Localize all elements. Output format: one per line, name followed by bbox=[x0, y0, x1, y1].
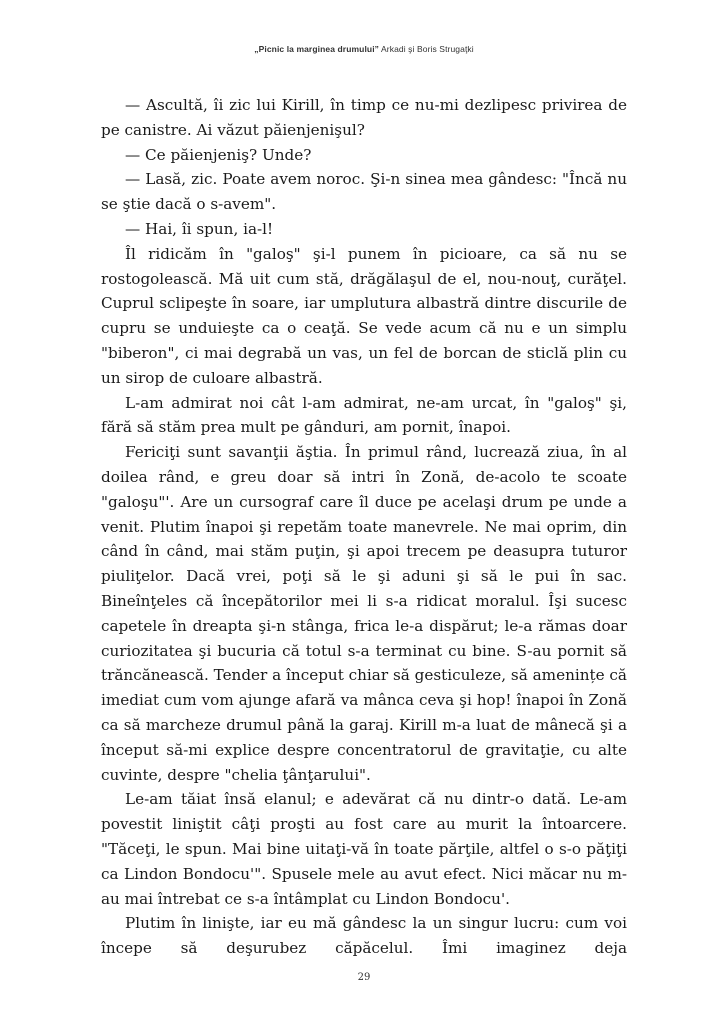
page-number: 29 bbox=[357, 972, 371, 983]
paragraph: Plutim în linişte, iar eu mă gândesc la un singur lucru: cum voi începe să deşurubez căpăcelul. Îmi imaginez deja bbox=[101, 914, 627, 958]
paragraph: Fericiţi sunt savanţii ăştia. În primul rând, lucrează ziua, în al doilea rând, e greu doar să intri în Zonă, de-acolo te scoate "galoşu"'. Are un cursograf care îl duce pe acelaşi drum pe unde a venit. Plutim înapoi şi repetăm toate manevrele. Ne mai oprim, din când în când, mai stăm puţin, şi apoi trecem pe deasupra tuturor piuliţelor. Dacă vrei, poţi să le şi aduni şi să le pui în sac. Bineînţeles că începătorilor mei li s-a ridicat moralul. Îşi sucesc capetele în dreapta şi-n stânga, frica le-a dispărut; le-a rămas doar curiozitatea şi bucuria că totul s-a terminat cu bine. S-au pornit să trăncănească. Tender a început chiar să gesticuleze, să amenințe că imediat cum vom ajunge afară va mânca ceva şi hop! înapoi în Zonă ca să marcheze drumul până la garaj. Kirill m-a luat de mânecă şi a început să-mi explice despre concentratorul de gravitaţie, cu alte cuvinte, despre "chelia ţânţarului". bbox=[101, 443, 627, 784]
paragraph: Îl ridicăm în "galoş" şi-l punem în picioare, ca să nu se rostogolească. Mă uit cum stă, drăgălaşul de el, nou-nouţ, curăţel. Cuprul sclipeşte în soare, iar umplutura albastră dintre discurile de cupru se unduieşte ca o ceaţă. Se vede acum că nu e un simplu "biberon", ci mai degrabă un vas, un fel de borcan de sticlă plin cu un sirop de culoare albastră. bbox=[101, 244, 627, 387]
paragraph: — Lasă, zic. Poate avem noroc. Şi-n sinea mea gândesc: "Încă nu se ştie dacă o s-avem". bbox=[101, 170, 627, 214]
paragraph: — Hai, îi spun, ia-l! bbox=[125, 219, 274, 238]
paragraph: — Ascultă, îi zic lui Kirill, în timp ce nu-mi dezlipesc privirea de pe canistre. Ai văzut păienjenişul? bbox=[101, 96, 627, 139]
running-header-book-title: „Picnic la marginea drumului” bbox=[254, 44, 380, 54]
running-header bbox=[0, 44, 728, 54]
paragraph: — Ce păienjeniş? Unde? bbox=[125, 145, 312, 164]
paragraph: L-am admirat noi cât l-am admirat, ne-am urcat, în "galoş" şi, fără să stăm prea mult pe gânduri, am pornit, înapoi. bbox=[101, 393, 627, 437]
running-header-authors: Arkadi şi Boris Strugaţki bbox=[381, 44, 474, 54]
paragraph: Le-am tăiat însă elanul; e adevărat că nu dintr-o dată. Le-am povestit liniştit câţi proşti au fost care au murit la întoarcere. "Tăceţi, le spun. Mai bine uitaţi-vă în toate părţile, altfel o s-o păţiţi ca Lindon Bondocu'". Spusele mele au avut efect. Nici măcar nu m-au mai întrebat ce s-a întâmplat cu Lindon Bondocu'. bbox=[101, 790, 627, 908]
body-text bbox=[101, 93, 627, 961]
